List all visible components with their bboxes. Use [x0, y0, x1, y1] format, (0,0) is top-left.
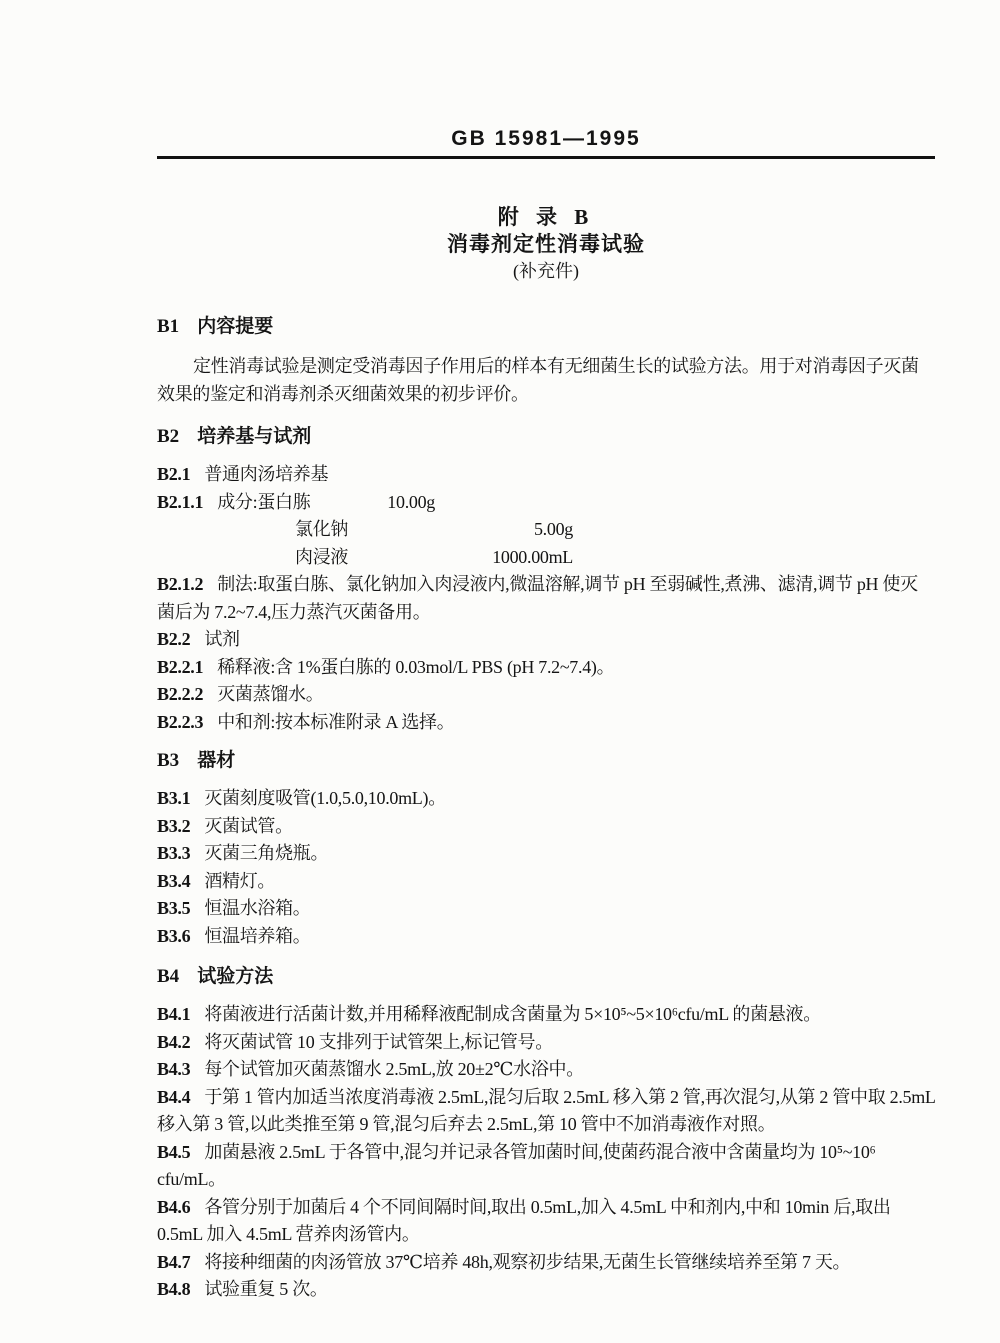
- clause-b2-2-3: [157, 709, 935, 737]
- clause-b2-2-1: [157, 654, 935, 682]
- clause-b4-3: [157, 1056, 935, 1084]
- section-title: 培养基与试剂: [197, 426, 312, 447]
- clause-text: 酒精灯。: [204, 870, 276, 891]
- clause-text: 于第 1 管内加适当浓度消毒液 2.5mL,混匀后取 2.5mL 移入第 2 管,再次混匀,从第 2 管中取 2.5mL 移入第 3 管,以此类推至第 9 管,混匀后弃去 2.5mL,第 10 管中不加消毒液作对照。: [157, 1086, 935, 1134]
- clause-number: B2.1.2: [157, 574, 204, 594]
- ingredient-row: [157, 516, 573, 544]
- clause-b4-5: [157, 1139, 935, 1194]
- section-heading-b1: [157, 313, 935, 341]
- standard-number: GB 15981—1995: [451, 127, 641, 150]
- clause-text: 试验重复 5 次。: [204, 1279, 328, 1299]
- clause-text: 中和剂:按本标准附录 A 选择。: [217, 711, 455, 732]
- clause-number: B3.2: [157, 815, 191, 836]
- clause-number: B2.2.3: [157, 711, 204, 732]
- clause-number: B4.6: [157, 1196, 191, 1217]
- clause-text: 各管分别于加菌后 4 个不同间隔时间,取出 0.5mL,加入 4.5mL 中和剂内,中和 10min 后,取出 0.5mL 加入 4.5mL 营养肉汤管内。: [157, 1196, 891, 1244]
- clause-number: B4.3: [157, 1059, 191, 1079]
- clause-number: B3.5: [157, 898, 191, 918]
- clause-b4-8: [157, 1276, 935, 1304]
- clause-number: B4.5: [157, 1141, 191, 1162]
- section-title: 试验方法: [197, 966, 274, 987]
- clause-text: 将灭菌试管 10 支排列于试管架上,标记管号。: [204, 1031, 553, 1052]
- clause-text: 每个试管加灭菌蒸馏水 2.5mL,放 20±2℃水浴中。: [204, 1059, 584, 1079]
- clause-b2-2: [157, 626, 935, 654]
- clause-text: 制法:取蛋白胨、氯化钠加入肉浸液内,微温溶解,调节 pH 至弱碱性,煮沸、滤清,调节 pH 使灭菌后为 7.2~7.4,压力蒸汽灭菌备用。: [157, 574, 918, 622]
- clause-number: B4.8: [157, 1279, 191, 1299]
- b1-paragraph: 定性消毒试验是测定受消毒因子作用后的样本有无细菌生长的试验方法。用于对消毒因子灭菌效果的鉴定和消毒剂杀灭细菌效果的初步评价。: [157, 356, 919, 404]
- ingredient-amount: 10.00g: [387, 491, 435, 512]
- clause-b3-4: [157, 868, 935, 896]
- clause-text: 将菌液进行活菌计数,并用稀释液配制成含菌量为 5×10⁵~5×10⁶cfu/mL 的菌悬液。: [204, 1004, 821, 1024]
- section-b2: [157, 423, 935, 736]
- ingredient-row: [157, 489, 435, 517]
- page-content: [157, 125, 935, 1304]
- clause-b2-1-1: [157, 489, 935, 572]
- clause-number: B2.2: [157, 629, 191, 649]
- clause-b2-1-2: [157, 571, 935, 626]
- clause-number: B2.1.1: [157, 491, 204, 512]
- ingredient-name: 肉浸液: [295, 546, 349, 567]
- clause-number: B4.7: [157, 1251, 191, 1272]
- clause-number: B3.1: [157, 788, 191, 808]
- clause-text: 试剂: [204, 629, 240, 649]
- clause-text: 灭菌蒸馏水。: [217, 684, 324, 704]
- appendix-title-block: [157, 204, 935, 285]
- clause-number: B2.2.2: [157, 684, 204, 704]
- clause-number: B2: [157, 426, 180, 447]
- clause-text: 灭菌三角烧瓶。: [204, 843, 329, 863]
- clause-b4-1: [157, 1001, 935, 1029]
- doc-header: [157, 125, 935, 159]
- clause-b2-2-2: [157, 681, 935, 709]
- clause-number: B1: [157, 316, 180, 337]
- section-heading-b3: [157, 747, 935, 775]
- clause-number: B4.4: [157, 1086, 191, 1107]
- header-rule: [157, 156, 935, 159]
- clause-b3-3: [157, 840, 935, 868]
- section-heading-b4: [157, 963, 935, 991]
- ingredient-amount: 1000.00mL: [492, 546, 573, 567]
- appendix-title: 消毒剂定性消毒试验: [447, 232, 645, 256]
- clause-text: 灭菌刻度吸管(1.0,5.0,10.0mL)。: [204, 788, 446, 808]
- clause-number: B3: [157, 750, 180, 771]
- clause-b4-2: [157, 1029, 935, 1057]
- ingredient-prefix: 成分:: [217, 491, 258, 512]
- ingredient-name: 氯化钠: [295, 519, 349, 539]
- clause-number: B4: [157, 966, 180, 987]
- clause-text: 灭菌试管。: [204, 815, 293, 836]
- clause-number: B2.2.1: [157, 656, 204, 677]
- clause-text: 恒温培养箱。: [204, 925, 311, 946]
- appendix-label: 附 录 B: [497, 205, 595, 229]
- section-heading-b2: [157, 423, 935, 451]
- clause-b4-6: [157, 1194, 935, 1249]
- appendix-subtitle: (补充件): [513, 261, 579, 281]
- clause-b3-2: [157, 813, 935, 841]
- clause-number: B3.3: [157, 843, 191, 863]
- section-title: 器材: [197, 750, 236, 771]
- clause-number: B3.4: [157, 870, 191, 891]
- clause-number: B3.6: [157, 925, 191, 946]
- section-title: 内容提要: [197, 316, 274, 337]
- clause-b3-6: [157, 923, 935, 951]
- ingredient-row: [157, 544, 573, 572]
- clause-number: B2.1: [157, 464, 191, 484]
- section-b3: [157, 747, 935, 950]
- clause-b4-7: [157, 1249, 935, 1277]
- clause-text: 稀释液:含 1%蛋白胨的 0.03mol/L PBS (pH 7.2~7.4)。: [217, 656, 615, 677]
- clause-b3-5: [157, 895, 935, 923]
- clause-b3-1: [157, 785, 935, 813]
- clause-b2-1: [157, 461, 935, 489]
- clause-number: B4.2: [157, 1031, 191, 1052]
- ingredient-name: 蛋白胨: [257, 491, 311, 512]
- clause-text: 将接种细菌的肉汤管放 37℃培养 48h,观察初步结果,无菌生长管继续培养至第 7 天。: [204, 1251, 851, 1272]
- clause-text: 加菌悬液 2.5mL 于各管中,混匀并记录各管加菌时间,使菌药混合液中含菌量均为 10⁵~10⁶ cfu/mL。: [157, 1141, 876, 1189]
- clause-text: 普通肉汤培养基: [204, 464, 329, 484]
- ingredient-amount: 5.00g: [533, 519, 573, 539]
- section-b4: [157, 963, 935, 1304]
- section-b1: [157, 313, 935, 408]
- clause-number: B4.1: [157, 1004, 191, 1024]
- clause-text: 恒温水浴箱。: [204, 898, 311, 918]
- clause-b4-4: [157, 1084, 935, 1139]
